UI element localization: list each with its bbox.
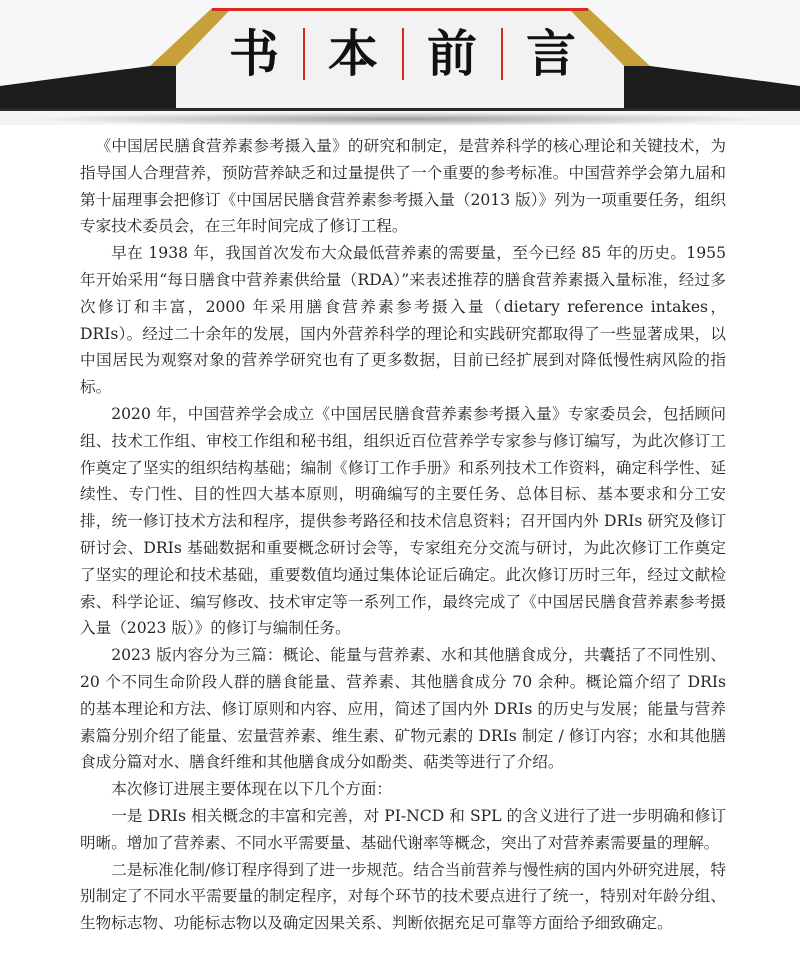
paragraph: 一是 DRIs 相关概念的丰富和完善，对 PI-NCD 和 SPL 的含义进行了进一步明确和修订明晰。增加了营养素、不同水平需要量、基础代谢率等概念，突出了对营养素需要量的理解。: [80, 806, 726, 852]
title-char-3: 前: [427, 25, 477, 83]
title-separator: [501, 28, 503, 80]
title-char-2: 本: [328, 25, 378, 83]
preface-body: [80, 133, 726, 937]
paragraph: 2020 年，中国营养学会成立《中国居民膳食营养素参考摄入量》专家委员会，包括顾问组、技术工作组、审校工作组和秘书组，组织近百位营养学专家参与修订编写，为此次修订工作奠定了坚实的组织结构基础；编制《修订工作手册》和系列技术工作资料，确定科学性、延续性、专门性、目的性四大基本原则，明确编写的主要任务、总体目标、基本要求和分工安排，统一修订技术方法和程序，提供参考路径和技术信息资料；召开国内外 DRIs 研究及修订研讨会、DRIs 基础数据和重要概念研讨会等，专家组充分交流与研讨，为此次修订工作奠定了坚实的理论和技术基础，重要数值均通过集体论证后确定。此次修订历时三年，经过文献检索、科学论证、编写修改、技术审定等一系列工作，最终完成了《中国居民膳食营养素参考摄入量（2023 版）》的修订与编制任务。: [80, 404, 726, 638]
title-banner: [0, 0, 800, 125]
title-char-4: 言: [526, 25, 576, 83]
paragraph: 本次修订进展主要体现在以下几个方面：: [111, 780, 392, 799]
page-edge: [0, 941, 800, 961]
paragraph: 早在 1938 年，我国首次发布大众最低营养素的需要量，至今已经 85 年的历史。1955 年开始采用“每日膳食中营养素供给量（RDA）”来表述推荐的膳食营养素摄入量标准，经过多次修订和丰富，2000 年采用膳食营养素参考摄入量（dietary reference intakes，DRIs）。经过二十余年的发展，国内外营养科学的理论和实践研究都取得了一些显著成果，以中国居民为观察对象的营养学研究也有了更多数据，目前已经扩展到对降低慢性病风险的指标。: [80, 244, 726, 397]
title-separator: [303, 28, 305, 80]
banner-shadow: [20, 112, 780, 126]
title-char-1: 书: [229, 25, 279, 83]
title-separator: [402, 28, 404, 80]
page-title: [210, 18, 595, 90]
paragraph: 二是标准化制/修订程序得到了进一步规范。结合当前营养与慢性病的国内外研究进展，特别制定了不同水平需要量的制定程序，对每个环节的技术要点进行了统一，特别对年龄分组、生物标志物、功能标志物以及确定因果关系、判断依据充足可靠等方面给予细致确定。: [80, 860, 726, 933]
banner-red-line: [212, 8, 588, 11]
paragraph: 《中国居民膳食营养素参考摄入量》的研究和制定，是营养科学的核心理论和关键技术，为指导国人合理营养，预防营养缺乏和过量提供了一个重要的参考标准。中国营养学会第九届和第十届理事会把修订《中国居民膳食营养素参考摄入量（2013 版）》列为一项重要任务，组织专家技术委员会，在三年时间完成了修订工程。: [80, 137, 726, 236]
paragraph: 2023 版内容分为三篇：概论、能量与营养素、水和其他膳食成分，共囊括了不同性别、20 个不同生命阶段人群的膳食能量、营养素、其他膳食成分 70 余种。概论篇介绍了 DRIs 的基本理论和方法、修订原则和内容、应用，简述了国内外 DRIs 的历史与发展；能量与营养素篇分别介绍了能量、宏量营养素、维生素、矿物元素的 DRIs 制定 / 修订内容；水和其他膳食成分篇对水、膳食纤维和其他膳食成分如酚类、萜类等进行了介绍。: [80, 646, 726, 772]
